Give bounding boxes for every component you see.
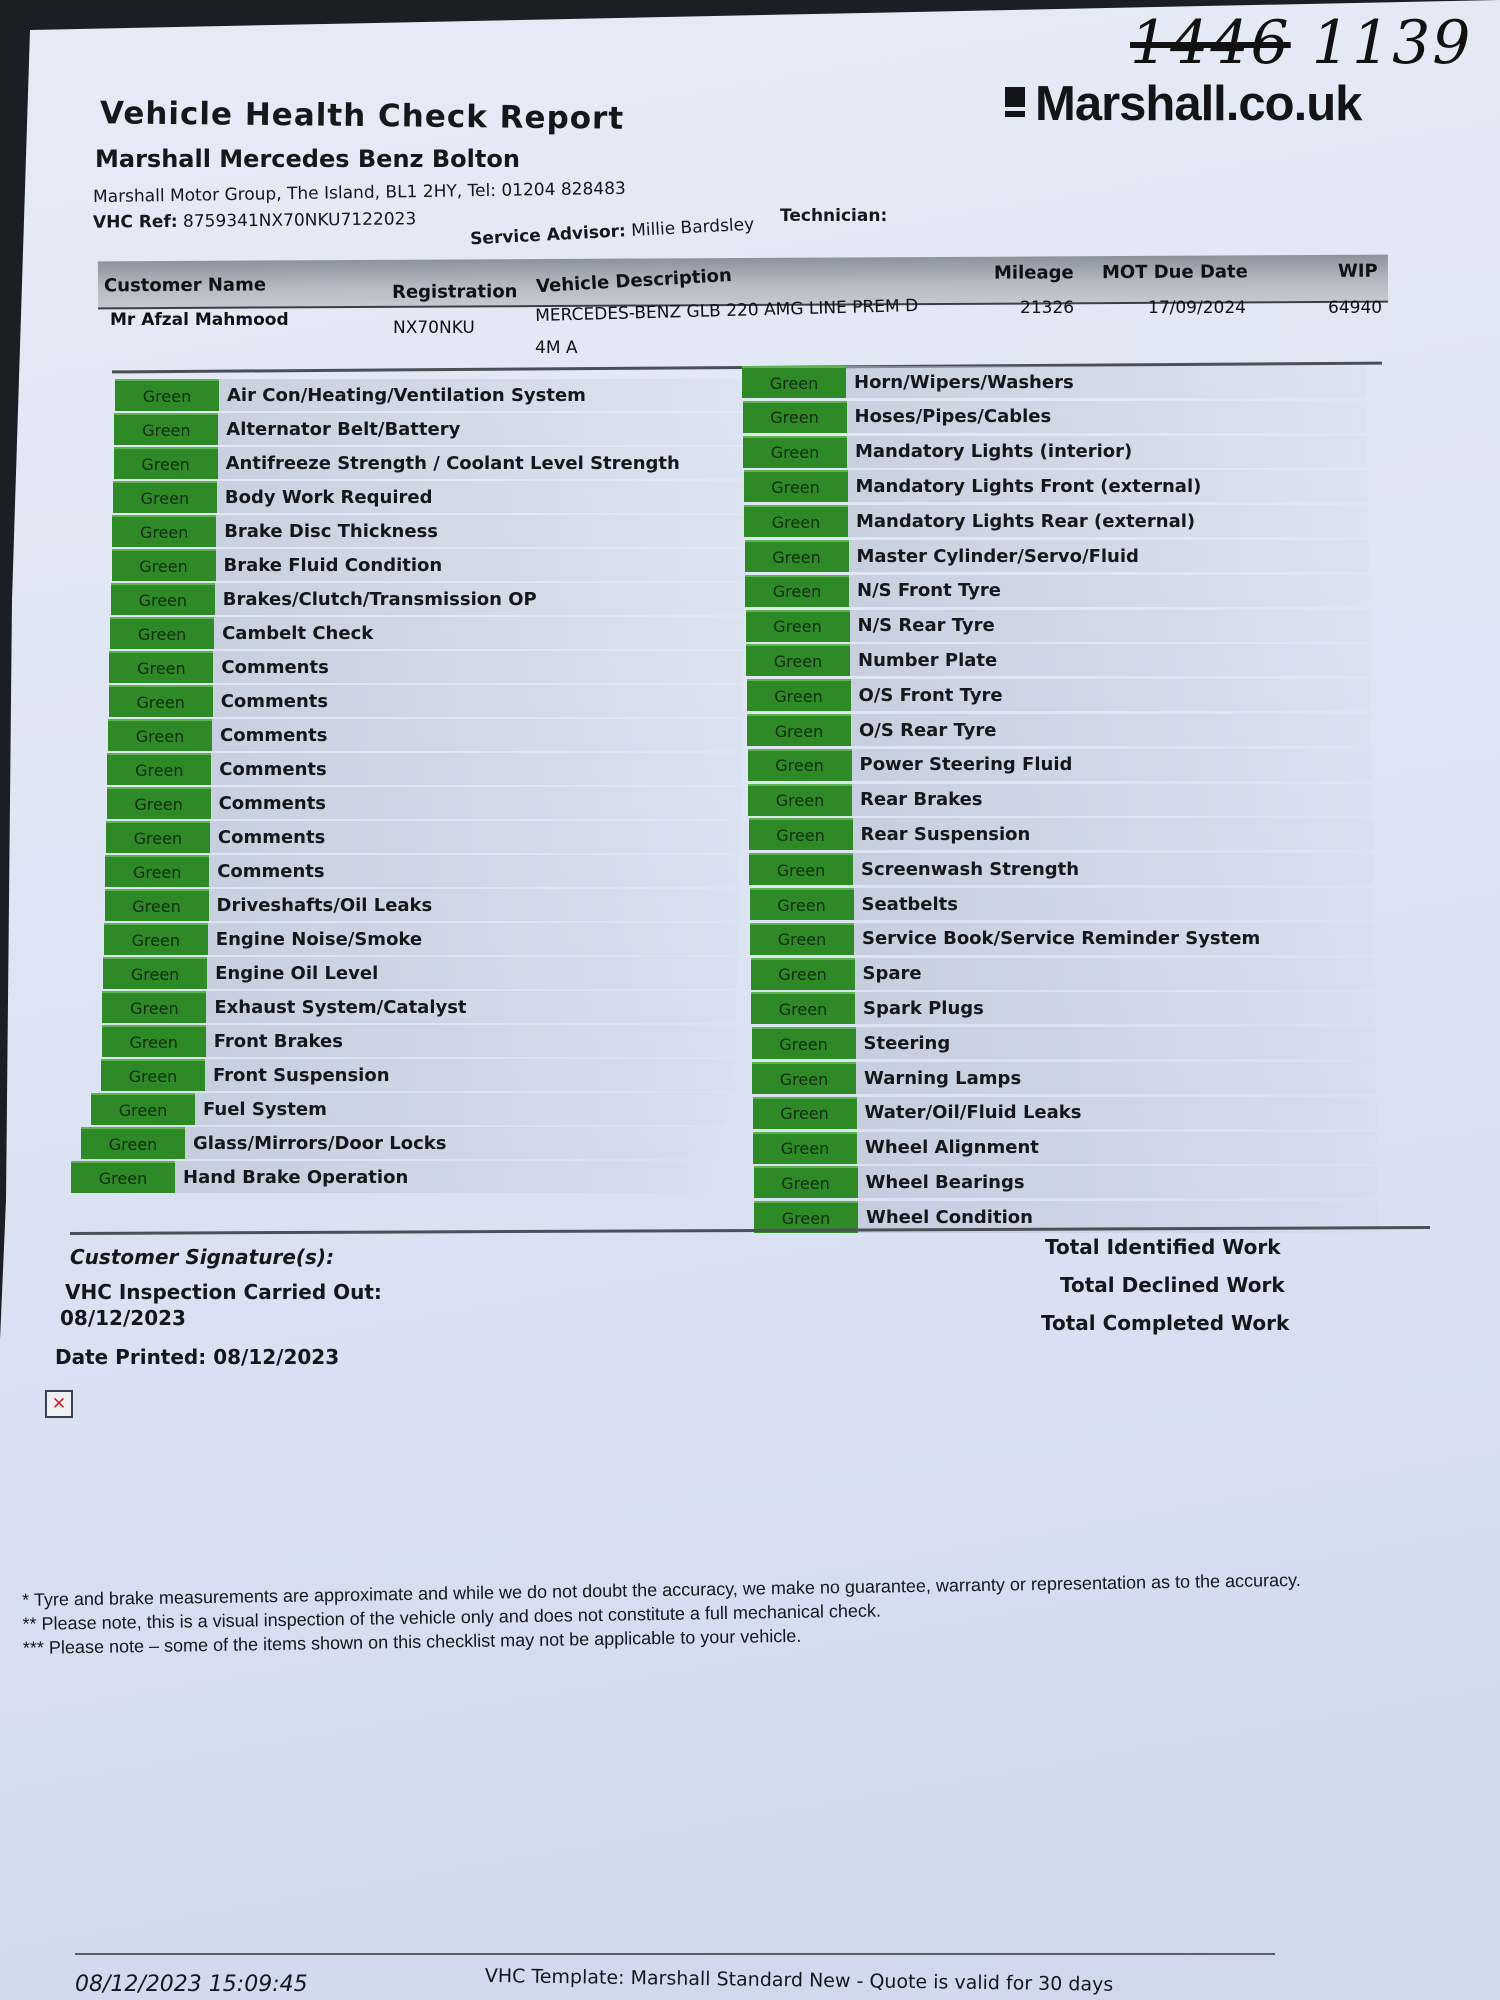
check-row bbox=[114, 413, 748, 445]
check-item-label: Wheel Bearings bbox=[858, 1166, 1378, 1198]
status-badge: Green bbox=[746, 644, 850, 676]
status-badge: Green bbox=[103, 957, 207, 989]
status-badge: Green bbox=[742, 366, 846, 398]
status-badge: Green bbox=[748, 784, 852, 816]
status-badge: Green bbox=[746, 610, 850, 642]
handwritten-value: 1139 bbox=[1311, 8, 1473, 78]
check-row bbox=[745, 540, 1369, 572]
check-item-label: Cambelt Check bbox=[214, 617, 744, 649]
note-line: *** Please note – some of the items shown on this checklist may not be applicable to your vehicle. bbox=[22, 1625, 802, 1658]
check-row bbox=[748, 784, 1372, 816]
check-item-label: Number Plate bbox=[850, 644, 1370, 676]
status-badge: Green bbox=[754, 1166, 858, 1198]
status-badge: Green bbox=[744, 470, 848, 502]
check-row bbox=[102, 991, 736, 1023]
status-badge: Green bbox=[101, 1059, 205, 1091]
check-item-label: Steering bbox=[856, 1027, 1376, 1059]
status-badge: Green bbox=[744, 505, 848, 537]
check-row bbox=[746, 644, 1370, 676]
check-item-label: Screenwash Strength bbox=[853, 853, 1373, 885]
check-item-label: Mandatory Lights Rear (external) bbox=[848, 505, 1368, 537]
status-badge: Green bbox=[749, 818, 853, 850]
status-badge: Green bbox=[112, 515, 216, 547]
branch-name: Marshall Mercedes Benz Bolton bbox=[95, 145, 520, 173]
footer-divider bbox=[75, 1953, 1275, 1955]
check-row bbox=[109, 651, 743, 683]
status-badge: Green bbox=[752, 1027, 856, 1059]
check-row bbox=[102, 1025, 736, 1057]
check-item-label: Spare bbox=[855, 958, 1375, 990]
check-item-label: Spark Plugs bbox=[855, 992, 1375, 1024]
check-row bbox=[753, 1132, 1377, 1164]
footer-timestamp: 08/12/2023 15:09:45 bbox=[75, 1972, 308, 1997]
note-line: ** Please note, this is a visual inspection of the vehicle only and does not constitute a full mechanical check. bbox=[22, 1600, 882, 1634]
note-line: * Tyre and brake measurements are approximate and while we do not doubt the accuracy, we make no guarantee, warranty or representation as to the accuracy. bbox=[22, 1569, 1301, 1610]
header-customer-name: Customer Name bbox=[103, 274, 267, 297]
check-item-label: Service Book/Service Reminder System bbox=[854, 923, 1374, 955]
check-item-label: Comments bbox=[210, 821, 740, 853]
status-badge: Green bbox=[107, 753, 211, 785]
status-badge: Green bbox=[115, 379, 219, 411]
status-badge: Green bbox=[112, 549, 216, 581]
status-badge: Green bbox=[106, 821, 210, 853]
check-item-label: Comments bbox=[213, 651, 743, 683]
check-item-label: Fuel System bbox=[195, 1093, 725, 1125]
status-badge: Green bbox=[749, 853, 853, 885]
check-row bbox=[111, 583, 745, 615]
status-badge: Green bbox=[113, 481, 217, 513]
check-row bbox=[71, 1161, 705, 1193]
check-item-label: Brakes/Clutch/Transmission OP bbox=[215, 583, 745, 615]
registration: NX70NKU bbox=[393, 318, 475, 338]
check-row bbox=[754, 1166, 1378, 1198]
check-item-label: Mandatory Lights Front (external) bbox=[848, 470, 1368, 502]
header-mileage: Mileage bbox=[993, 262, 1074, 284]
check-item-label: Alternator Belt/Battery bbox=[218, 413, 748, 445]
check-row bbox=[744, 505, 1368, 537]
check-row bbox=[749, 853, 1373, 885]
vhc-ref-value: 8759341NX70NKU7122023 bbox=[182, 209, 417, 232]
status-badge: Green bbox=[111, 583, 215, 615]
check-item-label: Front Brakes bbox=[206, 1025, 736, 1057]
status-badge: Green bbox=[748, 749, 852, 781]
check-row bbox=[105, 889, 739, 921]
check-item-label: Rear Suspension bbox=[853, 818, 1373, 850]
customer-signature-label: Customer Signature(s): bbox=[70, 1245, 335, 1269]
wip: 64940 bbox=[1328, 298, 1383, 318]
check-item-label: N/S Front Tyre bbox=[849, 575, 1369, 607]
vhc-ref-label: VHC Ref: bbox=[92, 211, 178, 233]
broken-image-icon: ✕ bbox=[45, 1390, 73, 1418]
status-badge: Green bbox=[747, 679, 851, 711]
check-item-label: Glass/Mirrors/Door Locks bbox=[185, 1127, 715, 1159]
check-item-label: Exhaust System/Catalyst bbox=[206, 991, 736, 1023]
check-item-label: Engine Noise/Smoke bbox=[208, 923, 738, 955]
check-row bbox=[113, 481, 747, 513]
check-item-label: Wheel Alignment bbox=[857, 1132, 1377, 1164]
status-badge: Green bbox=[81, 1127, 185, 1159]
check-row bbox=[106, 821, 740, 853]
check-row bbox=[81, 1127, 715, 1159]
check-row bbox=[749, 818, 1373, 850]
check-item-label: Water/Oil/Fluid Leaks bbox=[857, 1097, 1377, 1129]
check-row bbox=[751, 958, 1375, 990]
check-item-label: Air Con/Heating/Ventilation System bbox=[219, 379, 749, 411]
check-row bbox=[112, 515, 746, 547]
handwritten-struck: 1446 bbox=[1130, 8, 1291, 78]
header-mot-due-date: MOT Due Date bbox=[1101, 261, 1248, 284]
check-item-label: Driveshafts/Oil Leaks bbox=[209, 889, 739, 921]
logo-text: Marshall.co.uk bbox=[1035, 77, 1362, 131]
status-badge: Green bbox=[753, 1132, 857, 1164]
status-badge: Green bbox=[102, 991, 206, 1023]
check-item-label: Engine Oil Level bbox=[207, 957, 737, 989]
status-badge: Green bbox=[114, 413, 218, 445]
status-badge: Green bbox=[754, 1201, 858, 1233]
footer-template: VHC Template: Marshall Standard New - Quote is valid for 30 days bbox=[484, 1965, 1114, 1996]
check-row bbox=[748, 749, 1372, 781]
check-item-label: Horn/Wipers/Washers bbox=[846, 366, 1366, 398]
status-badge: Green bbox=[108, 719, 212, 751]
customer-name: Mr Afzal Mahmood bbox=[110, 310, 289, 330]
check-row bbox=[752, 1062, 1376, 1094]
check-item-label: Comments bbox=[211, 787, 741, 819]
check-row bbox=[750, 888, 1374, 920]
check-item-label: Seatbelts bbox=[854, 888, 1374, 920]
status-badge: Green bbox=[743, 401, 847, 433]
total-declined-work: Total Declined Work bbox=[1060, 1273, 1285, 1297]
status-badge: Green bbox=[102, 1025, 206, 1057]
check-row bbox=[110, 617, 744, 649]
check-item-label: Warning Lamps bbox=[856, 1062, 1376, 1094]
check-item-label: Comments bbox=[211, 753, 741, 785]
check-row bbox=[103, 957, 737, 989]
mileage: 21326 bbox=[1020, 298, 1075, 318]
check-row bbox=[105, 855, 739, 887]
date-printed: Date Printed: 08/12/2023 bbox=[55, 1345, 340, 1369]
check-row bbox=[752, 1027, 1376, 1059]
check-item-label: N/S Rear Tyre bbox=[850, 610, 1370, 642]
check-item-label: Hand Brake Operation bbox=[175, 1161, 705, 1193]
check-item-label: O/S Front Tyre bbox=[851, 679, 1371, 711]
status-badge: Green bbox=[751, 958, 855, 990]
check-item-label: Hoses/Pipes/Cables bbox=[847, 401, 1367, 433]
check-item-label: Rear Brakes bbox=[852, 784, 1372, 816]
check-row bbox=[747, 714, 1371, 746]
vehicle-description-line2: 4M A bbox=[535, 338, 578, 358]
check-item-label: Mandatory Lights (interior) bbox=[847, 436, 1367, 468]
vhc-ref bbox=[93, 209, 416, 232]
status-badge: Green bbox=[104, 923, 208, 955]
check-row bbox=[107, 787, 741, 819]
check-row bbox=[745, 575, 1369, 607]
check-row bbox=[743, 401, 1367, 433]
check-row bbox=[112, 549, 746, 581]
check-row bbox=[104, 923, 738, 955]
check-row bbox=[108, 719, 742, 751]
check-row bbox=[750, 923, 1374, 955]
status-badge: Green bbox=[109, 685, 213, 717]
check-row bbox=[114, 447, 748, 479]
inspection-label: VHC Inspection Carried Out: bbox=[65, 1280, 382, 1304]
check-item-label: Brake Disc Thickness bbox=[216, 515, 746, 547]
check-row bbox=[742, 366, 1366, 398]
check-item-label: Brake Fluid Condition bbox=[216, 549, 746, 581]
check-item-label: Comments bbox=[212, 719, 742, 751]
marshall-logo bbox=[1005, 76, 1361, 132]
total-completed-work: Total Completed Work bbox=[1041, 1311, 1290, 1335]
status-badge: Green bbox=[745, 540, 849, 572]
header-wip: WIP bbox=[1337, 260, 1378, 282]
check-row bbox=[751, 992, 1375, 1024]
check-row bbox=[109, 685, 743, 717]
check-item-label: O/S Rear Tyre bbox=[851, 714, 1371, 746]
check-row bbox=[746, 610, 1370, 642]
advisor-label: Service Advisor: bbox=[469, 221, 627, 250]
mot-due-date: 17/09/2024 bbox=[1148, 298, 1246, 318]
status-badge: Green bbox=[747, 714, 851, 746]
check-item-label: Comments bbox=[209, 855, 739, 887]
status-badge: Green bbox=[114, 447, 218, 479]
status-badge: Green bbox=[745, 575, 849, 607]
check-row bbox=[107, 753, 741, 785]
header-registration: Registration bbox=[391, 281, 518, 303]
status-badge: Green bbox=[751, 992, 855, 1024]
report-title: Vehicle Health Check Report bbox=[99, 95, 625, 137]
status-badge: Green bbox=[71, 1161, 175, 1193]
status-badge: Green bbox=[752, 1062, 856, 1094]
check-row bbox=[744, 470, 1368, 502]
check-item-label: Wheel Condition bbox=[858, 1201, 1378, 1233]
check-item-label: Antifreeze Strength / Coolant Level Strength bbox=[218, 447, 748, 479]
advisor-value: Millie Bardsley bbox=[630, 214, 755, 241]
check-item-label: Comments bbox=[213, 685, 743, 717]
check-row bbox=[91, 1093, 725, 1125]
status-badge: Green bbox=[753, 1097, 857, 1129]
status-badge: Green bbox=[91, 1093, 195, 1125]
check-row bbox=[101, 1059, 735, 1091]
header-vehicle-description: Vehicle Description bbox=[535, 264, 733, 298]
vehicle-description-line1: MERCEDES-BENZ GLB 220 AMG LINE PREM D bbox=[535, 295, 919, 326]
status-badge: Green bbox=[105, 889, 209, 921]
check-item-label: Body Work Required bbox=[217, 481, 747, 513]
check-item-label: Master Cylinder/Servo/Fluid bbox=[849, 540, 1369, 572]
status-badge: Green bbox=[750, 923, 854, 955]
check-row bbox=[747, 679, 1371, 711]
branch-address: Marshall Motor Group, The Island, BL1 2HY, Tel: 01204 828483 bbox=[92, 178, 626, 208]
status-badge: Green bbox=[109, 651, 213, 683]
check-item-label: Power Steering Fluid bbox=[852, 749, 1372, 781]
total-identified-work: Total Identified Work bbox=[1045, 1235, 1281, 1259]
status-badge: Green bbox=[107, 787, 211, 819]
inspection-date: 08/12/2023 bbox=[60, 1306, 186, 1330]
status-badge: Green bbox=[105, 855, 209, 887]
check-item-label: Front Suspension bbox=[205, 1059, 735, 1091]
technician-label: Technician: bbox=[780, 206, 888, 226]
status-badge: Green bbox=[110, 617, 214, 649]
handwritten-number bbox=[1130, 8, 1472, 78]
marshall-mark-icon bbox=[1005, 87, 1025, 121]
check-row bbox=[115, 379, 749, 411]
status-badge: Green bbox=[743, 436, 847, 468]
check-row bbox=[743, 436, 1367, 468]
check-row bbox=[753, 1097, 1377, 1129]
status-badge: Green bbox=[750, 888, 854, 920]
